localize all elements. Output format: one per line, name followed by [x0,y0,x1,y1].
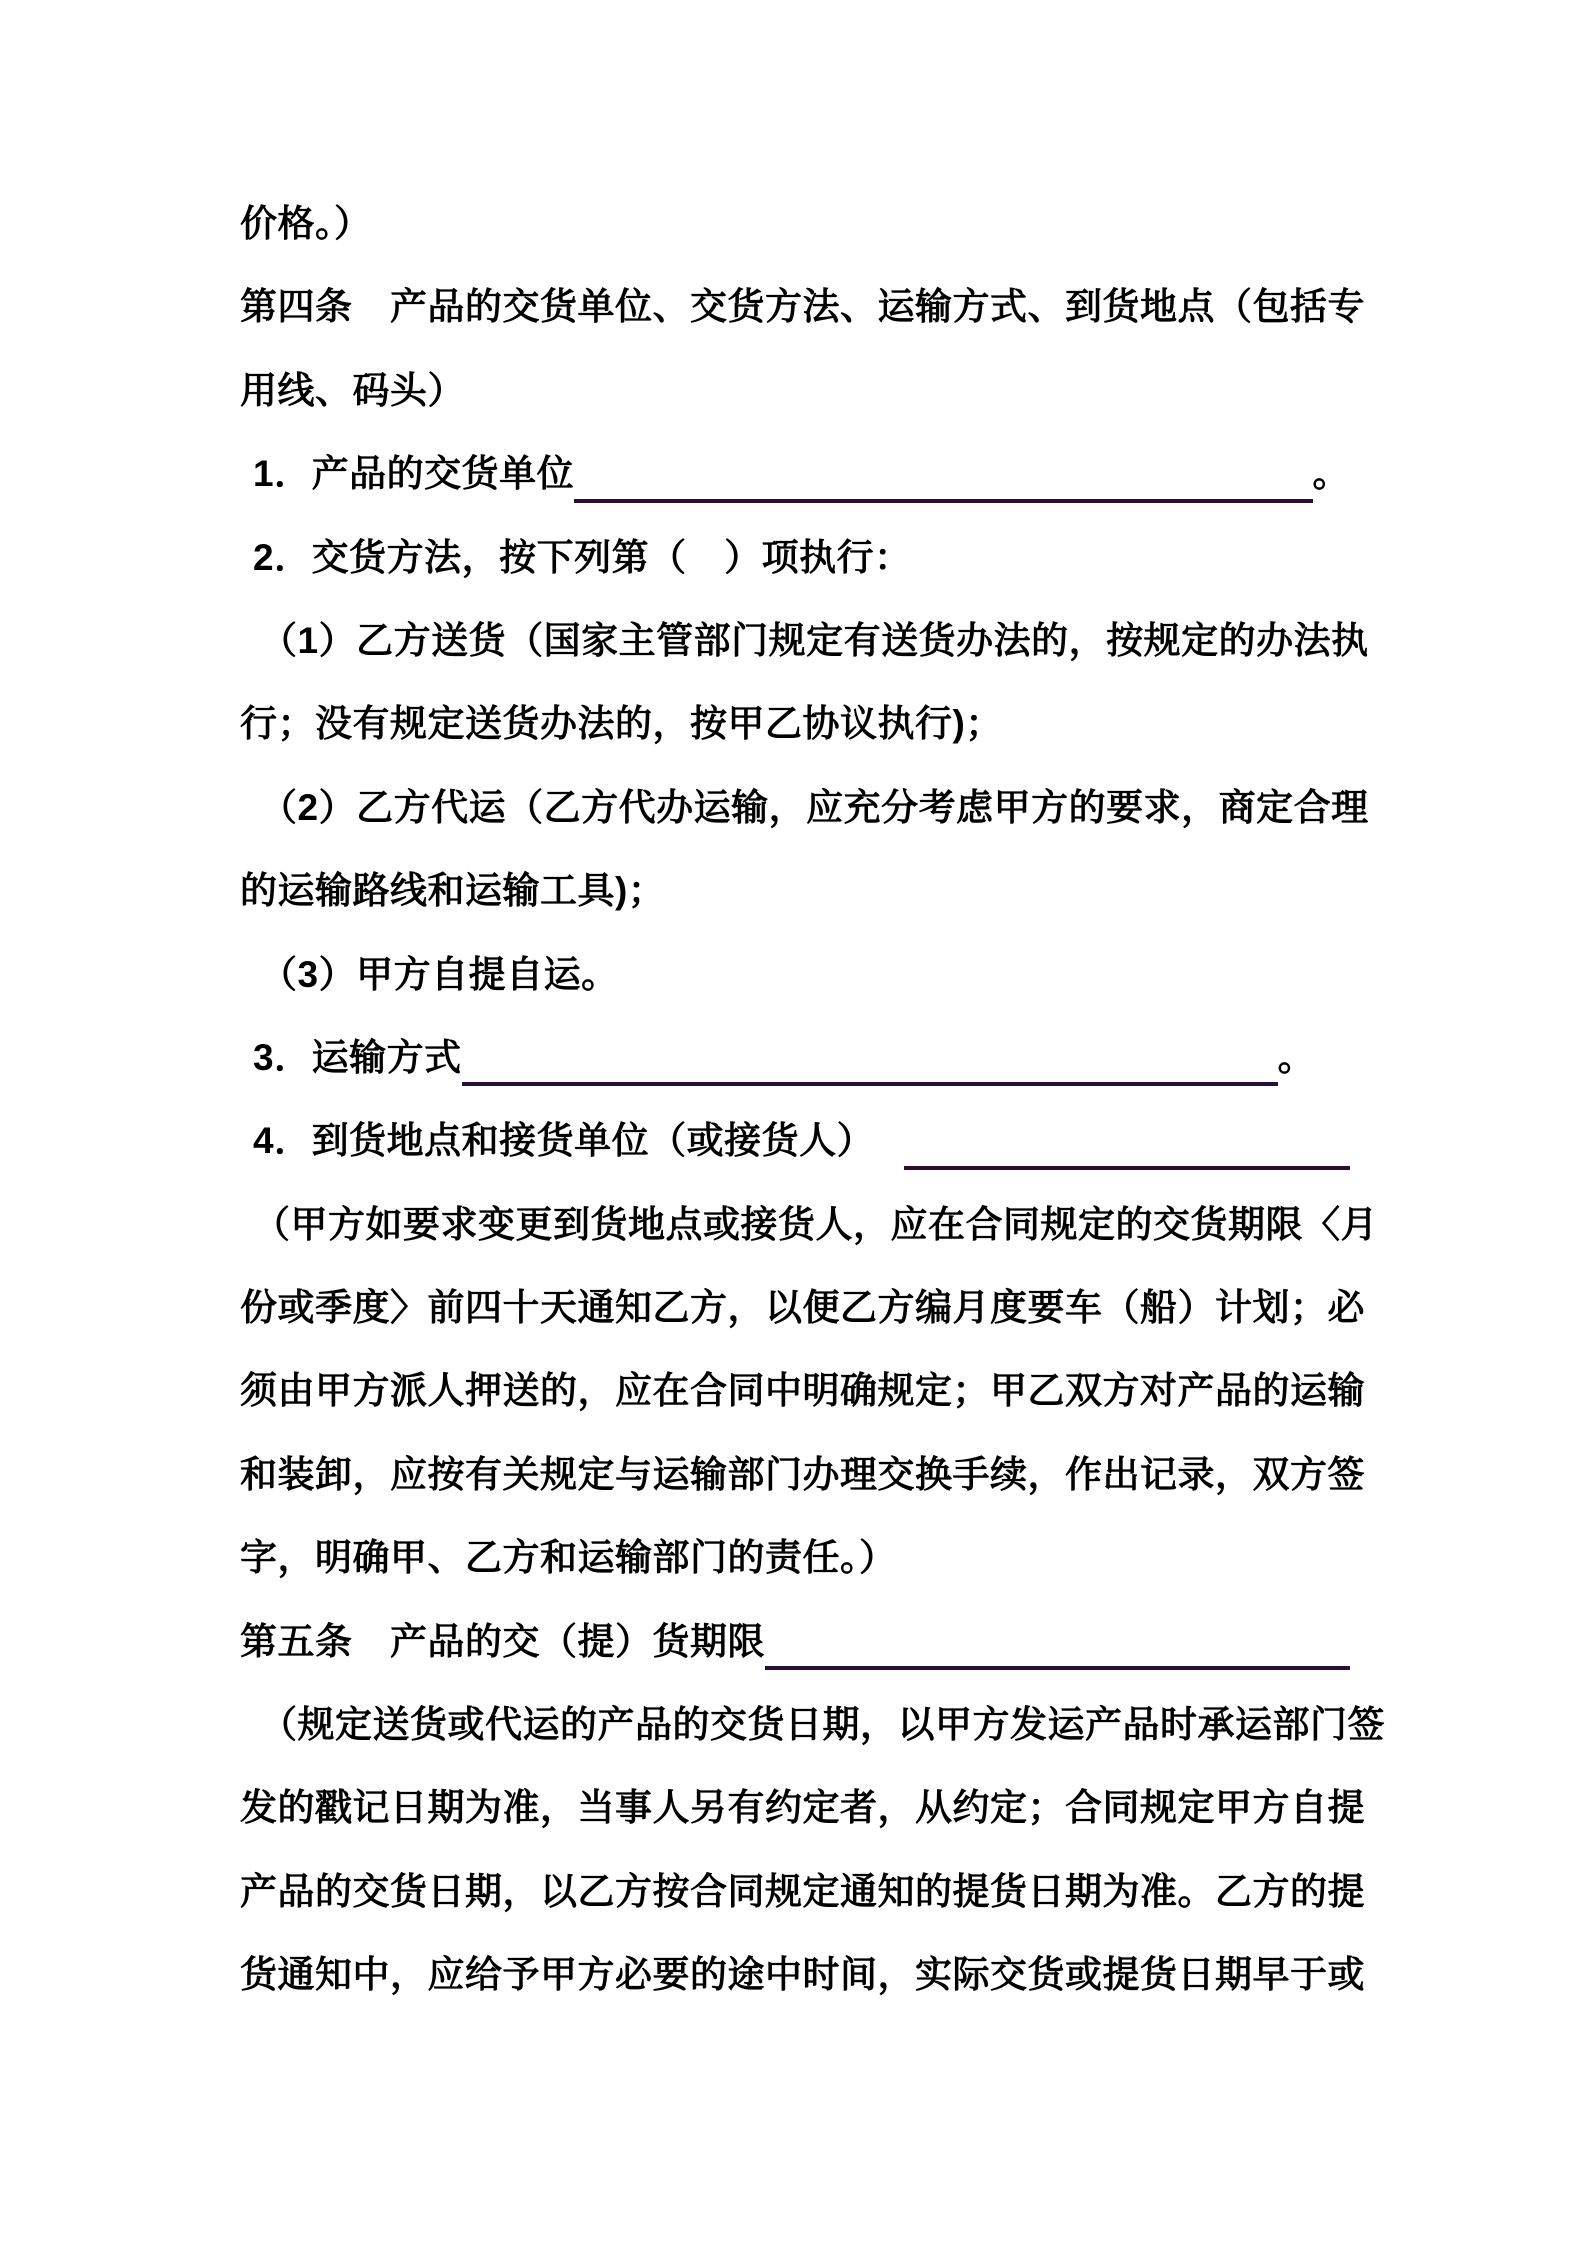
doc-line-note-change-5: 字，明确甲、乙方和运输部门的责任。） [240,1537,897,1579]
doc-line-clause4-heading-2: 用线、码头） [240,369,465,411]
item3-label: 3．运输方式 [253,1036,462,1078]
doc-line-note-change-4: 和装卸，应按有关规定与运输部门办理交换手续，作出记录，双方签 [240,1453,1365,1495]
item3-period: 。 [1277,1036,1316,1078]
doc-line-clause4-heading: 第四条 产品的交货单位、交货方法、运输方式、到货地点（包括专 [240,286,1365,328]
doc-line-option3: （3）甲方自提自运。 [260,953,619,995]
doc-line-item1-delivery-unit [240,432,1350,515]
blank-underline [462,1016,1278,1086]
doc-line-item4-arrival-place [240,1099,1350,1182]
doc-line-clause5-note-1: （规定送货或代运的产品的交货日期，以甲方发运产品时承运部门签 [260,1704,1385,1746]
doc-line-option2-cont: 的运输路线和运输工具)； [240,870,666,912]
doc-line-note-change-2: 份或季度〉前四十天通知乙方，以便乙方编月度要车（船）计划；必 [240,1287,1365,1329]
blank-underline [765,1600,1350,1670]
doc-line-item2-delivery-method: 2．交货方法，按下列第（ ）项执行： [253,536,912,578]
doc-line-item3-transport-mode [240,1016,1350,1099]
item4-label: 4．到货地点和接货单位（或接货人） [253,1120,875,1162]
blank-underline [904,1099,1350,1169]
doc-line-price-note-end: 价格。） [240,203,372,244]
doc-line-clause5-note-3: 产品的交货日期，以乙方按合同规定通知的提货日期为准。乙方的提 [240,1870,1365,1912]
doc-line-clause5-note-2: 发的戳记日期为准，当事人另有约定者，从约定；合同规定甲方自提 [240,1787,1365,1829]
item1-period: 。 [1312,453,1350,495]
doc-line-clause5-note-4: 货通知中，应给予甲方必要的途中时间，实际交货或提货日期早于或 [240,1954,1365,1996]
doc-line-note-change-1: （甲方如要求变更到货地点或接货人，应在合同规定的交货期限〈月 [253,1203,1378,1245]
blank-underline [574,432,1312,502]
item1-label: 1．产品的交货单位 [253,453,575,495]
doc-line-clause5-heading [240,1600,1350,1683]
doc-line-note-change-3: 须由甲方派人押送的，应在合同中明确规定；甲乙双方对产品的运输 [240,1370,1365,1412]
doc-line-option2: （2）乙方代运（乙方代办运输，应充分考虑甲方的要求，商定合理 [260,786,1369,828]
clause5-label: 第五条 产品的交（提）货期限 [240,1620,765,1662]
doc-line-option1: （1）乙方送货（国家主管部门规定有送货办法的，按规定的办法执 [260,619,1369,661]
doc-line-option1-cont: 行；没有规定送货办法的，按甲乙协议执行)； [240,703,1003,745]
